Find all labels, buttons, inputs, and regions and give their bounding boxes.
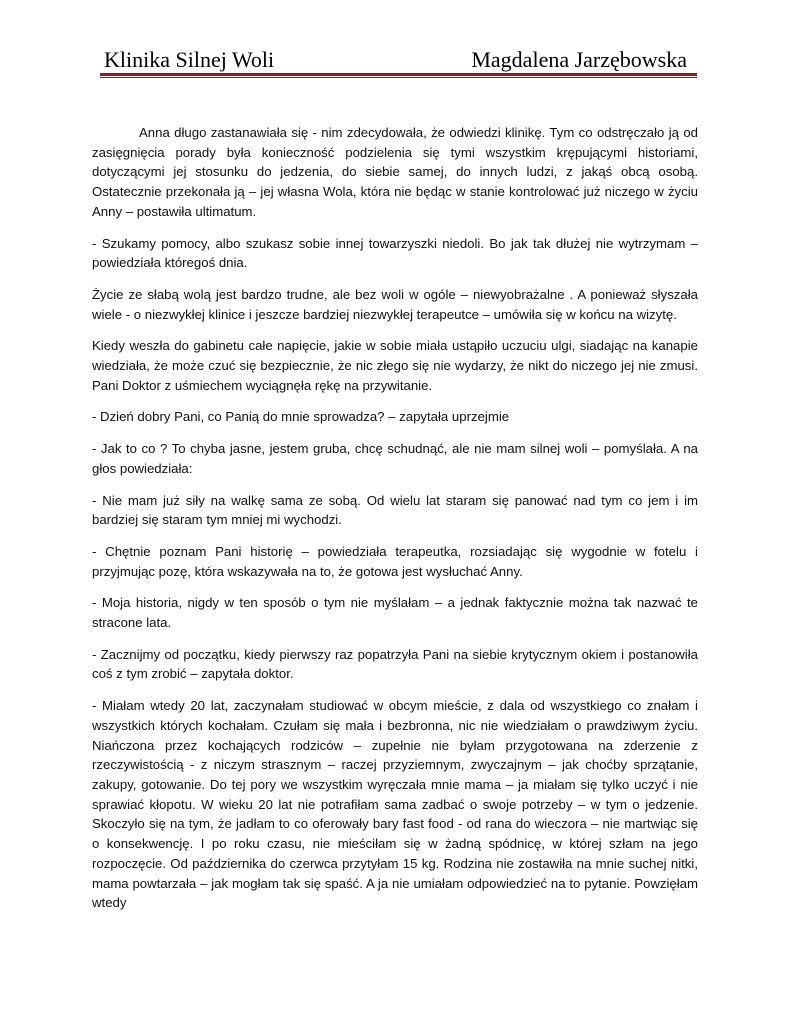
paragraph: Kiedy weszła do gabinetu całe napięcie, jakie w sobie miała ustąpiło uczuciu ulgi, siadając na kanapie wiedziała, że może czuć się bezpiecznie, że nic złego się nie wydarzy, że nikt do niczego jej nie zmusi. Pani Doktor z uśmiechem wyciągnęła rękę na przywitanie. (92, 338, 698, 393)
header-author-right: Magdalena Jarzębowska (471, 47, 687, 72)
paragraph: - Jak to co ? To chyba jasne, jestem gruba, chcę schudnąć, ale nie mam silnej woli – pomyślała. A na głos powiedziała: (92, 441, 698, 476)
page-header (100, 46, 697, 80)
header-rule-thick (100, 73, 697, 76)
paragraph: - Miałam wtedy 20 lat, zaczynałam studiować w obcym mieście, z dala od wszystkiego co znałam i wszystkich których kochałam. Czułam się mała i bezbronna, nic nie wiedziałam o prawdziwym życiu. Niańczona przez kochających rodziców – zupełnie nie byłam przygotowana na zderzenie z rzeczywistością - z niczym strasznym – raczej przyziemnym, zwyczajnym – jak choćby sprzątanie, zakupy, gotowanie. Do tej pory we wszystkim wyręczała mnie mama – ja miałam się tylko uczyć i nie sprawiać kłopotu. W wieku 20 lat nie potrafiłam sama zadbać o swoje potrzeby – w tym o jedzenie. Skoczyło się na tym, że jadłam to co oferowały bary fast food - od rana do wieczora – nie martwiąc się o konsekwencję. I po roku czasu, nie mieściłam się w żadną spódnicę, w której szłam na jego rozpoczęcie. Od października do czerwca przytyłam 15 kg. Rodzina nie zostawiła na mnie suchej nitki, mama powtarzała – jak mogłam tak się spaść. A ja nie umiałam odpowiedzieć na to pytanie. Powzięłam wtedy (92, 698, 698, 911)
document-body (92, 123, 698, 925)
paragraph: - Szukamy pomocy, albo szukasz sobie innej towarzyszki niedoli. Bo jak tak dłużej nie wytrzymam – powiedziała któregoś dnia. (92, 235, 698, 271)
header-rule-thin (100, 77, 697, 78)
paragraph: - Chętnie poznam Pani historię – powiedziała terapeutka, rozsiadając się wygodnie w fotelu i przyjmując pozę, która wskazywała na to, że gotowa jest wysłuchać Anny. (92, 543, 698, 579)
paragraph: - Nie mam już siły na walkę sama ze sobą. Od wielu lat staram się panować nad tym co jem i im bardziej się staram tym mniej mi wychodzi. (92, 492, 698, 528)
paragraph: - Zacznijmy od początku, kiedy pierwszy raz popatrzyła Pani na siebie krytycznym okiem i postanowiła coś z tym zrobić – zapytała doktor. (92, 646, 698, 682)
paragraph: - Dzień dobry Pani, co Panią do mnie sprowadza? – zapytała uprzejmie (92, 409, 510, 425)
paragraph: Anna długo zastanawiała się - nim zdecydowała, że odwiedzi klinikę. Tym co odstręczało ją od zasięgnięcia porady była konieczność podzielenia się tymi wszystkim krępującymi historiami, dotyczącymi jej stosunku do jedzenia, do siebie samej, do innych ludzi, z jakąś obcą osobą. Ostatecznie przekonała ją – jej własna Wola, która nie będąc w stanie kontrolować już niczego w życiu Anny – postawiła ultimatum. (92, 125, 698, 219)
paragraph: - Moja historia, nigdy w ten sposób o tym nie myślałam – a jednak faktycznie można tak nazwać te stracone lata. (92, 595, 698, 631)
paragraph: Życie ze słabą wolą jest bardzo trudne, ale bez woli w ogóle – niewyobrażalne . A ponieważ słyszała wiele - o niezwykłej klinice i jeszcze bardziej niezwykłej terapeutce – umówiła się w końcu na wizytę. (92, 286, 698, 322)
header-title-left: Klinika Silnej Woli (104, 47, 275, 72)
